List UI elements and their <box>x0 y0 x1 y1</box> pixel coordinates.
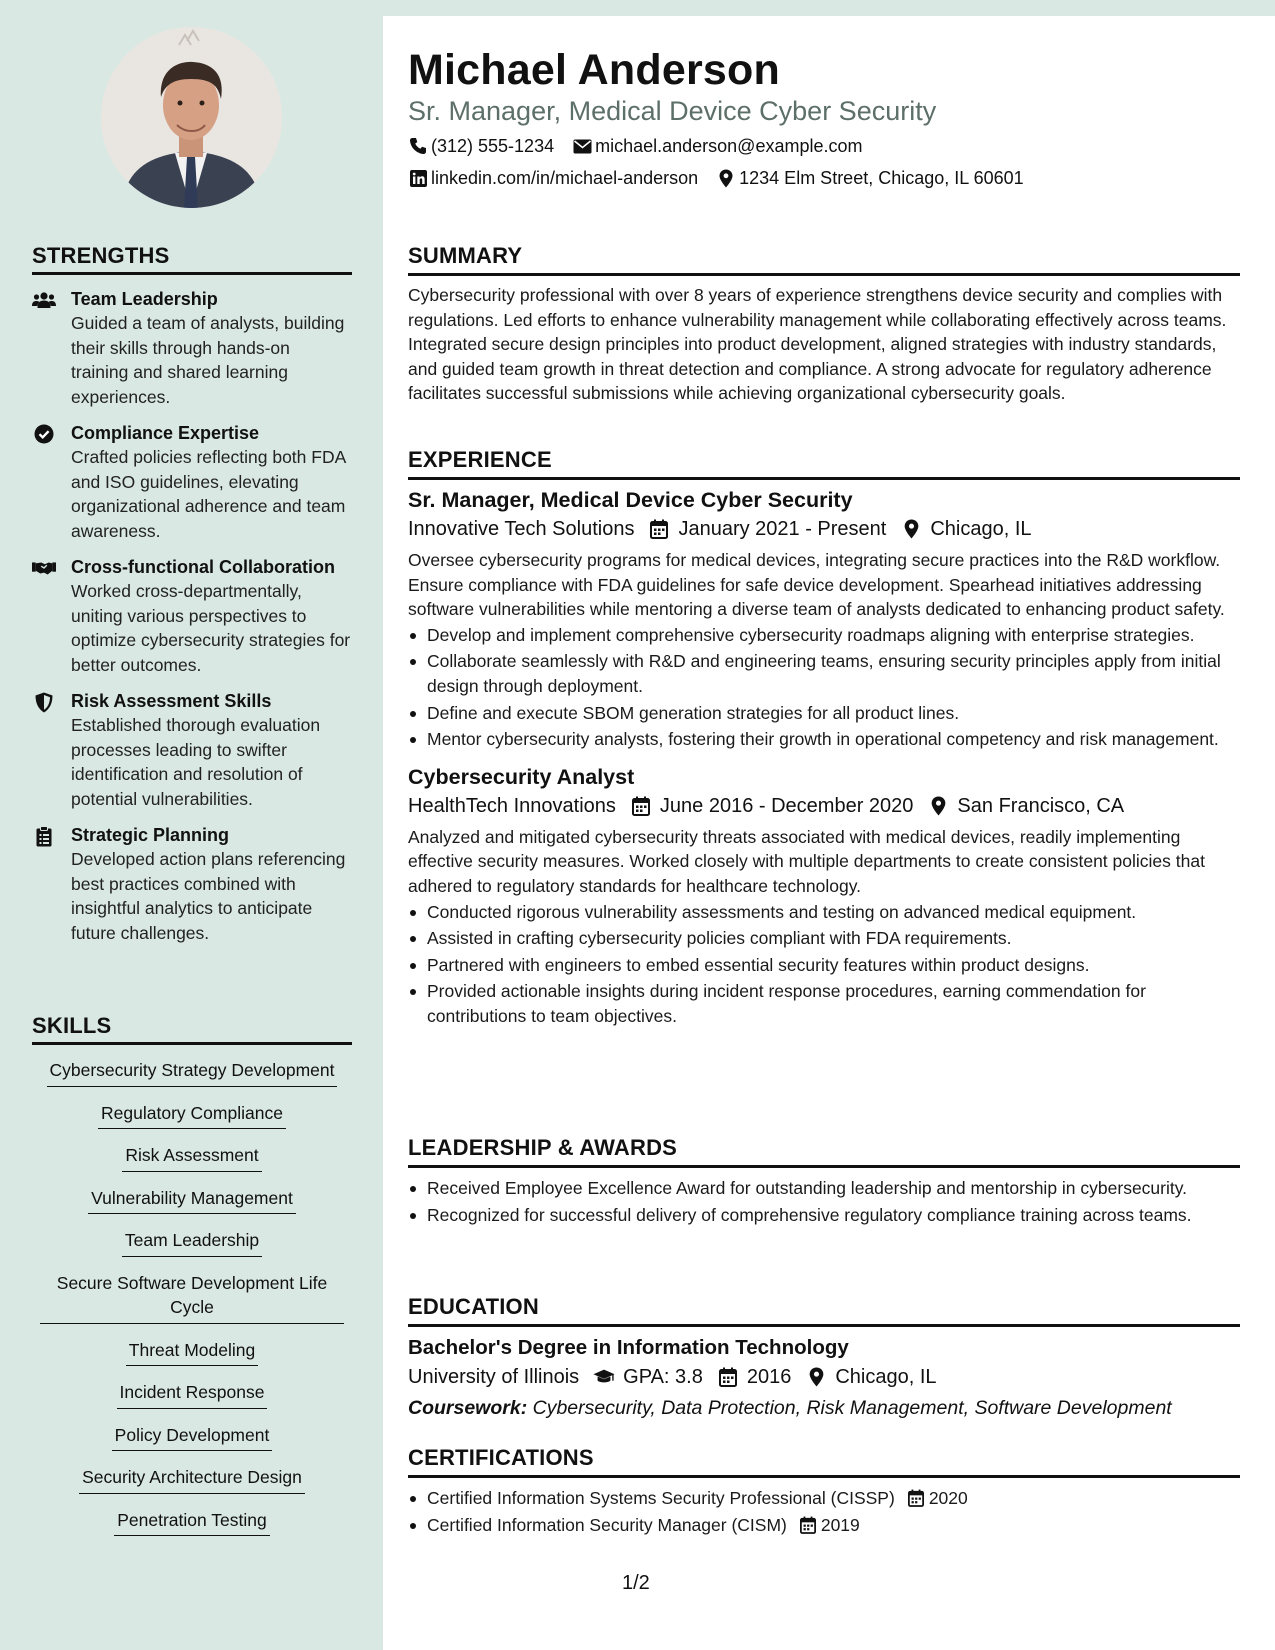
skill-item <box>32 1423 352 1452</box>
skill-label: Cybersecurity Strategy Development <box>47 1058 338 1087</box>
certifications-heading: CERTIFICATIONS <box>408 1445 594 1470</box>
skill-label: Vulnerability Management <box>88 1186 296 1215</box>
leadership-heading: LEADERSHIP & AWARDS <box>408 1135 678 1160</box>
summary-heading: SUMMARY <box>408 243 523 268</box>
leadership-section <box>408 1134 1240 1229</box>
job-bullets <box>408 900 1240 1029</box>
strength-title: Compliance Expertise <box>71 423 260 443</box>
company-name: HealthTech Innovations <box>408 794 616 817</box>
job-title: Sr. Manager, Medical Device Cyber Security <box>408 488 853 512</box>
strength-description: Established thorough evaluation processes leading to swifter identification and resolution of potential vulnerabilities. <box>71 715 321 809</box>
candidate-title: Sr. Manager, Medical Device Cyber Security <box>408 96 937 126</box>
strength-description: Crafted policies reflecting both FDA and ISO guidelines, elevating organizational adherence and team awareness. <box>71 447 346 541</box>
candidate-name: Michael Anderson <box>408 46 780 94</box>
job-bullet: Provided actionable insights during incident response procedures, earning commendation for contributions to team objectives. <box>408 979 1240 1028</box>
strength-item <box>32 421 352 543</box>
certification-year: 2019 <box>820 1514 860 1535</box>
degree-title: Bachelor's Degree in Information Technology <box>408 1336 849 1359</box>
address-text: 1234 Elm Street, Chicago, IL 60601 <box>739 168 1024 188</box>
certifications-divider <box>408 1475 1240 1478</box>
page-number: 1/2 <box>622 1572 650 1594</box>
skill-label: Policy Development <box>112 1423 273 1452</box>
education-divider <box>408 1324 1240 1327</box>
coursework-text: Cybersecurity, Data Protection, Risk Management, Software Development <box>532 1397 1172 1419</box>
profile-photo-illustration <box>101 27 282 208</box>
envelope-icon <box>572 136 592 156</box>
award-bullet: Recognized for successful delivery of comprehensive regulatory compliance training across teams. <box>408 1203 1240 1228</box>
job-bullet: Partnered with engineers to embed essential security features within product designs. <box>408 953 1240 978</box>
certification-item <box>408 1513 1240 1538</box>
strength-item <box>32 555 352 677</box>
check-circle-icon <box>32 423 56 445</box>
experience-divider <box>408 477 1240 480</box>
certification-name: Certified Information Security Manager (CISM) <box>427 1514 787 1535</box>
job-location: San Francisco, CA <box>957 794 1125 817</box>
users-icon <box>32 289 56 311</box>
skill-label: Risk Assessment <box>122 1143 261 1172</box>
summary-divider <box>408 273 1240 276</box>
strength-description: Worked cross-departmentally, uniting various perspectives to optimize cybersecurity strategies for better outcomes. <box>71 581 351 675</box>
strength-description: Developed action plans referencing best practices combined with insightful analytics to anticipate future challenges. <box>71 849 346 943</box>
skill-item <box>32 1271 352 1324</box>
skill-item <box>32 1143 352 1172</box>
summary-section <box>408 242 1240 406</box>
skills-divider <box>32 1042 352 1045</box>
skill-label: Secure Software Development Life Cycle <box>40 1271 344 1324</box>
handshake-icon <box>32 557 56 579</box>
job-description: Analyzed and mitigated cybersecurity threats associated with medical devices, readily implementing effective security measures. Worked closely with multiple departments to create consistent policies that adhered to regulatory standards for healthcare technology. <box>408 826 1205 896</box>
job-bullet: Collaborate seamlessly with R&D and engineering teams, ensuring security principles apply from initial design through deployment. <box>408 649 1240 698</box>
education-meta <box>408 1363 1240 1391</box>
strength-description: Guided a team of analysts, building their skills through hands-on training and shared learning experiences. <box>71 313 345 407</box>
experience-heading: EXPERIENCE <box>408 447 552 472</box>
certification-year: 2020 <box>928 1488 968 1508</box>
strength-title: Risk Assessment Skills <box>71 691 272 711</box>
email-text[interactable]: michael.anderson@example.com <box>595 136 863 156</box>
shield-icon <box>32 691 56 713</box>
skill-item <box>32 1058 352 1087</box>
location-pin-icon <box>716 168 736 188</box>
calendar-icon <box>630 795 652 817</box>
skill-item <box>32 1380 352 1409</box>
skill-item <box>32 1101 352 1130</box>
skills-list <box>32 1058 352 1536</box>
skill-label: Threat Modeling <box>126 1338 258 1367</box>
strength-item <box>32 287 352 409</box>
linkedin-text[interactable]: linkedin.com/in/michael-anderson <box>431 168 699 188</box>
skill-label: Team Leadership <box>122 1228 262 1257</box>
skill-item <box>32 1186 352 1215</box>
job-bullet: Mentor cybersecurity analysts, fostering their growth in operational competency and risk management. <box>408 727 1240 752</box>
skill-label: Incident Response <box>117 1380 268 1409</box>
job-bullet: Define and execute SBOM generation strategies for all product lines. <box>408 701 1240 726</box>
skill-label: Security Architecture Design <box>79 1465 305 1494</box>
strengths-section <box>32 242 352 945</box>
strength-title: Cross-functional Collaboration <box>71 557 336 577</box>
phone-text[interactable]: (312) 555-1234 <box>431 136 555 156</box>
job-bullet: Develop and implement comprehensive cybersecurity roadmaps aligning with enterprise strategies. <box>408 623 1240 648</box>
skill-item <box>32 1508 352 1537</box>
leadership-bullets <box>408 1176 1240 1227</box>
strength-item <box>32 823 352 945</box>
skill-label: Penetration Testing <box>114 1508 270 1537</box>
location-pin-icon <box>805 1366 827 1388</box>
certification-name: Certified Information Systems Security Professional (CISSP) <box>427 1488 895 1508</box>
job-entry <box>408 762 1240 1029</box>
job-meta <box>408 515 1240 543</box>
coursework-label: Coursework: <box>408 1397 528 1419</box>
phone-icon <box>408 136 428 156</box>
contact-row-1 <box>408 134 863 158</box>
strengths-divider <box>32 272 352 275</box>
strength-title: Team Leadership <box>71 289 218 309</box>
job-dates: January 2021 - Present <box>678 518 887 540</box>
company-name: Innovative Tech Solutions <box>408 518 635 540</box>
graduation-year: 2016 <box>746 1366 792 1388</box>
location-pin-icon <box>900 518 922 540</box>
skill-item <box>32 1338 352 1367</box>
calendar-icon <box>907 1489 925 1507</box>
calendar-icon <box>799 1516 817 1534</box>
gpa-text: GPA: 3.8 <box>623 1366 703 1388</box>
strength-title: Strategic Planning <box>71 825 230 845</box>
education-heading: EDUCATION <box>408 1294 539 1319</box>
job-bullets <box>408 623 1240 752</box>
job-title: Cybersecurity Analyst <box>408 764 635 789</box>
job-bullet: Assisted in crafting cybersecurity policies compliant with FDA requirements. <box>408 926 1240 951</box>
job-bullet: Conducted rigorous vulnerability assessments and testing on advanced medical equipment. <box>408 900 1240 925</box>
graduation-cap-icon <box>593 1366 615 1388</box>
leadership-divider <box>408 1165 1240 1168</box>
school-name: University of Illinois <box>408 1366 580 1388</box>
award-bullet: Received Employee Excellence Award for outstanding leadership and mentorship in cybersecurity. <box>408 1176 1240 1201</box>
certification-item <box>408 1486 1240 1511</box>
education-section <box>408 1293 1240 1422</box>
skill-item <box>32 1228 352 1257</box>
skills-heading: SKILLS <box>32 1013 112 1038</box>
linkedin-icon <box>408 168 428 188</box>
clipboard-icon <box>32 825 56 847</box>
job-description: Oversee cybersecurity programs for medical devices, integrating secure practices into the R&D workflow. Ensure compliance with FDA guidelines for safe device development. Spearhead initiatives addressing software vulnerabilities while mentoring a diverse team of analysts dedicated to enhancing product safety. <box>408 550 1225 620</box>
job-entry <box>408 485 1240 752</box>
education-location: Chicago, IL <box>835 1366 937 1388</box>
calendar-icon <box>717 1366 739 1388</box>
skills-section <box>32 1012 352 1550</box>
strengths-heading: STRENGTHS <box>32 243 170 268</box>
contact-row-2 <box>408 166 1024 190</box>
job-meta <box>408 792 1240 820</box>
skill-item <box>32 1465 352 1494</box>
skill-label: Regulatory Compliance <box>98 1101 286 1130</box>
profile-photo <box>101 27 282 208</box>
strength-item <box>32 689 352 811</box>
top-band <box>383 0 1275 16</box>
coursework-line <box>408 1394 1240 1422</box>
job-location: Chicago, IL <box>930 518 1032 540</box>
summary-text: Cybersecurity professional with over 8 years of experience strengthens device security and complies with regulations. Led efforts to enhance vulnerability management while collaborating effectively across teams. Integrated secure design principles into product development, aligned strategies with industry standards, and guided team growth in threat detection and compliance. A strong advocate for regulatory adherence facilitates successful submissions while achieving organizational cybersecurity goals. <box>408 285 1227 404</box>
location-pin-icon <box>927 795 949 817</box>
calendar-icon <box>648 518 670 540</box>
certifications-section <box>408 1444 1240 1539</box>
job-dates: June 2016 - December 2020 <box>659 794 914 817</box>
experience-section <box>408 446 1240 1031</box>
certifications-list <box>408 1486 1240 1537</box>
